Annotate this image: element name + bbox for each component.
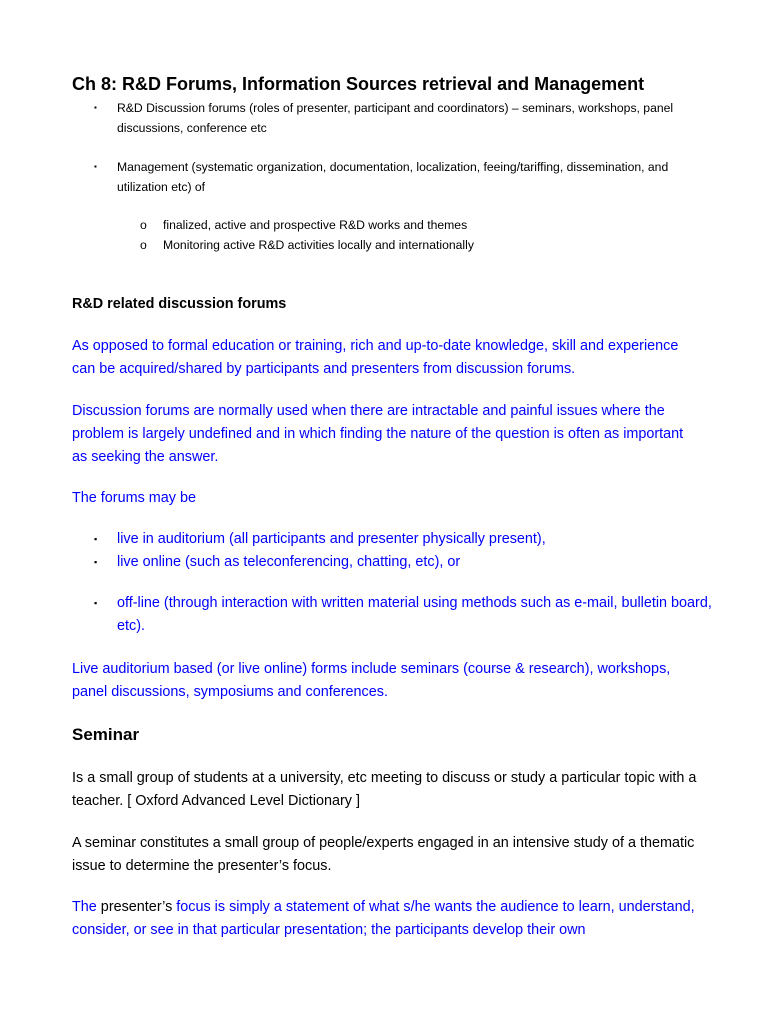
chapter-title: Ch 8: R&D Forums, Information Sources retrieval and Management (72, 74, 645, 94)
bullet-icon: ▪ (94, 598, 98, 608)
text-span: presenter’s (96, 899, 177, 915)
list-item (72, 235, 712, 255)
circle-bullet-icon: o (140, 238, 147, 252)
bullet-icon: ▪ (94, 103, 97, 112)
paragraph: As opposed to formal education or training, rich and up-to-date knowledge, skill and experience can be acquired/shared by participants and presenters from discussion forums. (72, 338, 679, 377)
list-item-text: finalized, active and prospective R&D works and themes (163, 218, 468, 232)
list-item-text: live in auditorium (all participants and presenter physically present), (117, 531, 546, 547)
bullet-icon: ▪ (94, 557, 98, 567)
circle-bullet-icon: o (140, 218, 147, 232)
list-item (72, 551, 712, 574)
paragraph: Live auditorium based (or live online) forms include seminars (course & research), workshops, panel discussions, symposiums and conferences. (72, 661, 671, 700)
section-heading-seminar: Seminar (72, 725, 140, 744)
paragraph (72, 896, 702, 942)
list-item (72, 98, 712, 138)
list-item-text: Monitoring active R&D activities locally and internationally (163, 238, 474, 252)
list-item-text: Management (systematic organization, documentation, localization, feeing/tariffing, dissemination, and utilization etc) of (117, 160, 669, 194)
paragraph: Discussion forums are normally used when there are intractable and painful issues where the problem is largely undefined and in which finding the nature of the question is often as important as seeking the answer. (72, 403, 684, 465)
forum-type-list (72, 528, 712, 638)
paragraph: A seminar constitutes a small group of people/experts engaged in an intensive study of a thematic issue to determine the presenter’s focus. (72, 835, 695, 874)
bullet-icon: ▪ (94, 534, 98, 544)
sub-bullet-list (72, 215, 712, 255)
list-item-text: off-line (through interaction with written material using methods such as e-mail, bulletin board, etc). (117, 595, 712, 634)
list-item (72, 157, 712, 197)
list-item (72, 215, 712, 235)
bullet-icon: ▪ (94, 162, 97, 171)
list-item (72, 592, 712, 638)
text-span: focus is simply a statement of what s/he wants the audience to learn, understand, consider, or see in that particular presentation; the participants develop their own (72, 899, 695, 938)
text-span: The (72, 899, 97, 915)
list-item (72, 528, 712, 551)
paragraph: The forums may be (72, 490, 196, 506)
paragraph: Is a small group of students at a university, etc meeting to discuss or study a particular topic with a teacher. [ Oxford Advanced Level Dictionary ] (72, 770, 697, 809)
list-item-text: R&D Discussion forums (roles of presenter, participant and coordinators) – seminars, workshops, panel discussions, conference etc (117, 101, 674, 135)
intro-bullet-list (72, 98, 712, 197)
section-heading-forums: R&D related discussion forums (72, 296, 287, 312)
list-item-text: live online (such as teleconferencing, chatting, etc), or (117, 554, 461, 570)
